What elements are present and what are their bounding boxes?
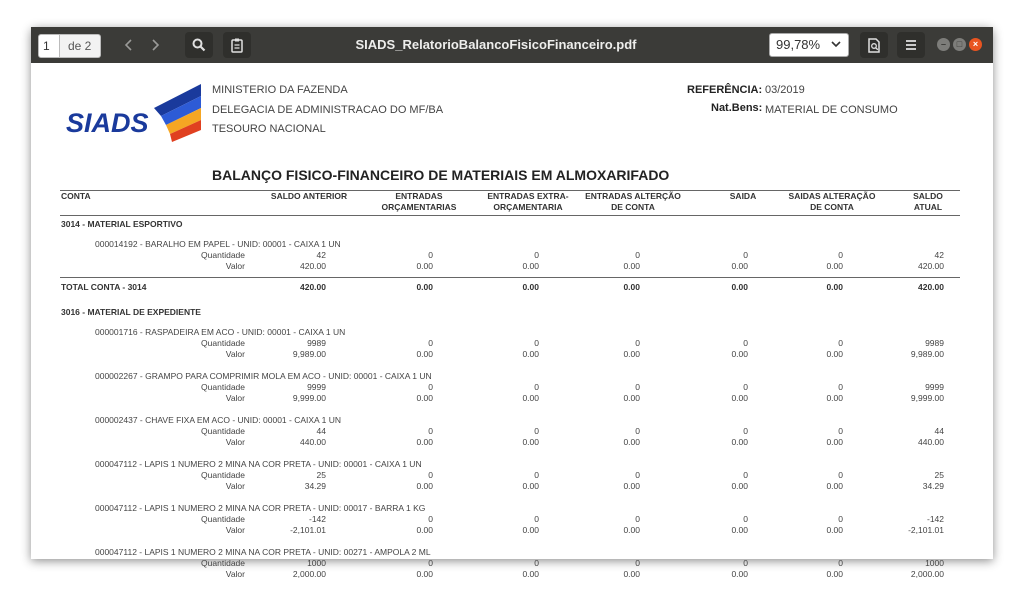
total-cell-col-6: 0.00 bbox=[826, 282, 843, 292]
quantity-cell-col-1: 42 bbox=[316, 250, 326, 260]
quantity-cell-col-5: 0 bbox=[743, 250, 748, 260]
quantity-cell-col-5: 0 bbox=[743, 470, 748, 480]
quantity-cell-col-4: 0 bbox=[635, 426, 640, 436]
value-cell-col-6: 0.00 bbox=[826, 349, 843, 359]
previous-page-button[interactable] bbox=[118, 32, 140, 58]
value-cell-col-6: 0.00 bbox=[826, 525, 843, 535]
page-number-input[interactable]: 1 bbox=[38, 34, 60, 58]
total-rule bbox=[60, 277, 960, 278]
org-line-1: MINISTERIO DA FAZENDA bbox=[212, 84, 348, 96]
value-cell-col-5: 0.00 bbox=[731, 349, 748, 359]
item-title: 000047112 - LAPIS 1 NUMERO 2 MINA NA COR PRETA - UNID: 00001 - CAIXA 1 UN bbox=[95, 459, 422, 469]
natbens-label: Nat.Bens: bbox=[711, 102, 763, 114]
close-icon: × bbox=[972, 39, 979, 49]
annotations-button[interactable] bbox=[223, 32, 251, 58]
quantity-cell-col-7: 44 bbox=[934, 426, 944, 436]
value-cell-col-1: 9,999.00 bbox=[292, 393, 326, 403]
quantity-cell-col-7: -142 bbox=[926, 514, 944, 524]
pdf-page bbox=[31, 63, 993, 579]
value-cell-col-3: 0.00 bbox=[522, 569, 539, 579]
item-title: 000002267 - GRAMPO PARA COMPRIMIR MOLA EM ACO - UNID: 00001 - CAIXA 1 UN bbox=[95, 371, 432, 381]
quantity-cell-col-6: 0 bbox=[838, 250, 843, 260]
quantity-cell-col-5: 0 bbox=[743, 426, 748, 436]
value-cell-col-4: 0.00 bbox=[623, 437, 640, 447]
quantity-cell-col-1: -142 bbox=[308, 514, 326, 524]
value-cell-col-2: 0.00 bbox=[416, 481, 433, 491]
value-label: Valor bbox=[225, 437, 245, 447]
value-cell-col-4: 0.00 bbox=[623, 393, 640, 403]
quantity-cell-col-2: 0 bbox=[428, 382, 433, 392]
quantity-cell-col-4: 0 bbox=[635, 470, 640, 480]
org-line-2: DELEGACIA DE ADMINISTRACAO DO MF/BA bbox=[212, 104, 444, 116]
value-cell-col-3: 0.00 bbox=[522, 393, 539, 403]
quantity-cell-col-3: 0 bbox=[534, 426, 539, 436]
quantity-cell-col-3: 0 bbox=[534, 470, 539, 480]
value-cell-col-3: 0.00 bbox=[522, 525, 539, 535]
item-title: 000047112 - LAPIS 1 NUMERO 2 MINA NA COR PRETA - UNID: 00017 - BARRA 1 KG bbox=[95, 503, 426, 513]
value-label: Valor bbox=[225, 525, 245, 535]
quantity-cell-col-2: 0 bbox=[428, 514, 433, 524]
quantity-cell-col-6: 0 bbox=[838, 470, 843, 480]
value-label: Valor bbox=[225, 349, 245, 359]
total-cell-col-4: 0.00 bbox=[623, 282, 640, 292]
quantity-cell-col-2: 0 bbox=[428, 426, 433, 436]
quantity-label: Quantidade bbox=[201, 338, 245, 348]
value-cell-col-4: 0.00 bbox=[623, 349, 640, 359]
value-cell-col-6: 0.00 bbox=[826, 481, 843, 491]
value-cell-col-6: 0.00 bbox=[826, 569, 843, 579]
value-cell-col-4: 0.00 bbox=[623, 569, 640, 579]
chevron-down-icon bbox=[830, 34, 842, 56]
value-label: Valor bbox=[225, 261, 245, 271]
close-window-button[interactable] bbox=[969, 38, 982, 51]
value-cell-col-6: 0.00 bbox=[826, 393, 843, 403]
quantity-cell-col-7: 42 bbox=[934, 250, 944, 260]
quantity-cell-col-5: 0 bbox=[743, 382, 748, 392]
quantity-label: Quantidade bbox=[201, 470, 245, 480]
quantity-cell-col-3: 0 bbox=[534, 338, 539, 348]
value-cell-col-2: 0.00 bbox=[416, 525, 433, 535]
value-cell-col-1: 34.29 bbox=[304, 481, 326, 491]
reference-label: REFERÊNCIA: bbox=[687, 84, 763, 96]
total-cell-col-7: 420.00 bbox=[918, 282, 944, 292]
quantity-cell-col-4: 0 bbox=[635, 514, 640, 524]
value-cell-col-2: 0.00 bbox=[416, 261, 433, 271]
title-bar bbox=[31, 27, 993, 63]
quantity-cell-col-1: 1000 bbox=[307, 558, 326, 568]
hamburger-menu-icon bbox=[905, 39, 917, 51]
quantity-cell-col-2: 0 bbox=[428, 558, 433, 568]
quantity-cell-col-7: 1000 bbox=[925, 558, 944, 568]
quantity-cell-col-3: 0 bbox=[534, 514, 539, 524]
column-header-6: SAIDAS ALTERAÇÃO DE CONTA bbox=[788, 191, 876, 212]
item-title: 000047112 - LAPIS 1 NUMERO 2 MINA NA COR PRETA - UNID: 00271 - AMPOLA 2 ML bbox=[95, 547, 431, 557]
clipboard-icon bbox=[231, 38, 243, 53]
reference-value: 03/2019 bbox=[765, 84, 805, 96]
quantity-label: Quantidade bbox=[201, 250, 245, 260]
quantity-cell-col-1: 9989 bbox=[307, 338, 326, 348]
total-cell-col-1: 420.00 bbox=[300, 282, 326, 292]
value-cell-col-3: 0.00 bbox=[522, 437, 539, 447]
org-line-3: TESOURO NACIONAL bbox=[212, 123, 326, 135]
item-title: 000014192 - BARALHO EM PAPEL - UNID: 00001 - CAIXA 1 UN bbox=[95, 239, 341, 249]
value-cell-col-7: 34.29 bbox=[922, 481, 944, 491]
value-cell-col-3: 0.00 bbox=[522, 349, 539, 359]
logo-wordmark: SIADS bbox=[66, 108, 149, 138]
value-cell-col-7: 2,000.00 bbox=[910, 569, 944, 579]
quantity-cell-col-6: 0 bbox=[838, 338, 843, 348]
zoom-value: 99,78% bbox=[776, 37, 821, 52]
value-label: Valor bbox=[225, 481, 245, 491]
quantity-cell-col-4: 0 bbox=[635, 250, 640, 260]
value-cell-col-3: 0.00 bbox=[522, 261, 539, 271]
document-properties-button[interactable] bbox=[860, 32, 888, 58]
quantity-cell-col-5: 0 bbox=[743, 558, 748, 568]
value-cell-col-6: 0.00 bbox=[826, 261, 843, 271]
quantity-label: Quantidade bbox=[201, 382, 245, 392]
value-cell-col-6: 0.00 bbox=[826, 437, 843, 447]
value-cell-col-7: 420.00 bbox=[918, 261, 944, 271]
menu-button[interactable] bbox=[897, 32, 925, 58]
quantity-cell-col-1: 44 bbox=[316, 426, 326, 436]
search-icon bbox=[192, 38, 206, 52]
quantity-cell-col-2: 0 bbox=[428, 250, 433, 260]
value-cell-col-7: -2,101.01 bbox=[908, 525, 944, 535]
value-cell-col-1: -2,101.01 bbox=[290, 525, 326, 535]
quantity-cell-col-4: 0 bbox=[635, 338, 640, 348]
value-cell-col-1: 440.00 bbox=[300, 437, 326, 447]
quantity-cell-col-3: 0 bbox=[534, 382, 539, 392]
quantity-cell-col-4: 0 bbox=[635, 382, 640, 392]
total-cell-col-3: 0.00 bbox=[522, 282, 539, 292]
next-page-button[interactable] bbox=[144, 32, 166, 58]
value-cell-col-5: 0.00 bbox=[731, 525, 748, 535]
report-title: BALANÇO FISICO-FINANCEIRO DE MATERIAIS EM ALMOXARIFADO bbox=[212, 167, 670, 183]
total-cell-col-2: 0.00 bbox=[416, 282, 433, 292]
quantity-cell-col-5: 0 bbox=[743, 338, 748, 348]
quantity-cell-col-7: 25 bbox=[934, 470, 944, 480]
quantity-cell-col-3: 0 bbox=[534, 250, 539, 260]
item-title: 000002437 - CHAVE FIXA EM ACO - UNID: 00001 - CAIXA 1 UN bbox=[95, 415, 341, 425]
quantity-cell-col-4: 0 bbox=[635, 558, 640, 568]
search-button[interactable] bbox=[185, 32, 213, 58]
value-cell-col-7: 9,999.00 bbox=[910, 393, 944, 403]
quantity-cell-col-1: 25 bbox=[316, 470, 326, 480]
value-cell-col-2: 0.00 bbox=[416, 569, 433, 579]
quantity-cell-col-3: 0 bbox=[534, 558, 539, 568]
quantity-cell-col-2: 0 bbox=[428, 470, 433, 480]
chevron-right-icon bbox=[150, 38, 160, 52]
maximize-icon: □ bbox=[956, 39, 963, 49]
quantity-cell-col-6: 0 bbox=[838, 514, 843, 524]
minimize-icon: – bbox=[940, 39, 946, 49]
value-cell-col-1: 2,000.00 bbox=[292, 569, 326, 579]
header-bottom-rule bbox=[60, 215, 960, 216]
column-header-1: SALDO ANTERIOR bbox=[270, 191, 348, 201]
value-cell-col-4: 0.00 bbox=[623, 481, 640, 491]
zoom-select[interactable] bbox=[769, 33, 849, 57]
maximize-window-button[interactable] bbox=[953, 38, 966, 51]
quantity-cell-col-7: 9989 bbox=[925, 338, 944, 348]
document-search-icon bbox=[868, 38, 881, 53]
minimize-window-button[interactable] bbox=[937, 38, 950, 51]
quantity-cell-col-2: 0 bbox=[428, 338, 433, 348]
page-total-label: de 2 bbox=[60, 34, 101, 58]
value-cell-col-5: 0.00 bbox=[731, 393, 748, 403]
account-title: 3014 - MATERIAL ESPORTIVO bbox=[61, 219, 183, 229]
column-header-4: ENTRADAS ALTERÇÃO DE CONTA bbox=[585, 191, 681, 212]
value-cell-col-5: 0.00 bbox=[731, 261, 748, 271]
value-cell-col-2: 0.00 bbox=[416, 349, 433, 359]
quantity-cell-col-6: 0 bbox=[838, 382, 843, 392]
value-cell-col-2: 0.00 bbox=[416, 437, 433, 447]
document-title: SIADS_RelatorioBalancoFisicoFinanceiro.pdf bbox=[355, 37, 637, 52]
quantity-cell-col-7: 9999 bbox=[925, 382, 944, 392]
value-cell-col-3: 0.00 bbox=[522, 481, 539, 491]
column-header-7: SALDO ATUAL bbox=[913, 191, 943, 212]
item-title: 000001716 - RASPADEIRA EM ACO - UNID: 00001 - CAIXA 1 UN bbox=[95, 327, 346, 337]
account-title: 3016 - MATERIAL DE EXPEDIENTE bbox=[61, 307, 201, 317]
column-header-5: SAIDA bbox=[729, 191, 757, 201]
column-header-3: ENTRADAS EXTRA- ORÇAMENTARIA bbox=[487, 191, 569, 212]
value-cell-col-1: 420.00 bbox=[300, 261, 326, 271]
siads-logo bbox=[66, 86, 201, 156]
pdf-viewer-window bbox=[31, 27, 993, 579]
value-label: Valor bbox=[225, 569, 245, 579]
value-label: Valor bbox=[225, 393, 245, 403]
quantity-label: Quantidade bbox=[201, 426, 245, 436]
value-cell-col-2: 0.00 bbox=[416, 393, 433, 403]
value-cell-col-4: 0.00 bbox=[623, 261, 640, 271]
quantity-cell-col-5: 0 bbox=[743, 514, 748, 524]
value-cell-col-4: 0.00 bbox=[623, 525, 640, 535]
value-cell-col-5: 0.00 bbox=[731, 437, 748, 447]
value-cell-col-7: 440.00 bbox=[918, 437, 944, 447]
quantity-cell-col-6: 0 bbox=[838, 426, 843, 436]
quantity-label: Quantidade bbox=[201, 558, 245, 568]
value-cell-col-5: 0.00 bbox=[731, 569, 748, 579]
total-cell-col-5: 0.00 bbox=[731, 282, 748, 292]
quantity-cell-col-1: 9999 bbox=[307, 382, 326, 392]
quantity-cell-col-6: 0 bbox=[838, 558, 843, 568]
quantity-label: Quantidade bbox=[201, 514, 245, 524]
natbens-value: MATERIAL DE CONSUMO bbox=[765, 104, 898, 116]
column-header-2: ENTRADAS ORÇAMENTARIAS bbox=[381, 191, 457, 212]
column-header-0: CONTA bbox=[61, 191, 91, 201]
value-cell-col-7: 9,989.00 bbox=[910, 349, 944, 359]
value-cell-col-5: 0.00 bbox=[731, 481, 748, 491]
value-cell-col-1: 9,989.00 bbox=[292, 349, 326, 359]
total-label: TOTAL CONTA - 3014 bbox=[61, 282, 147, 292]
chevron-left-icon bbox=[124, 38, 134, 52]
